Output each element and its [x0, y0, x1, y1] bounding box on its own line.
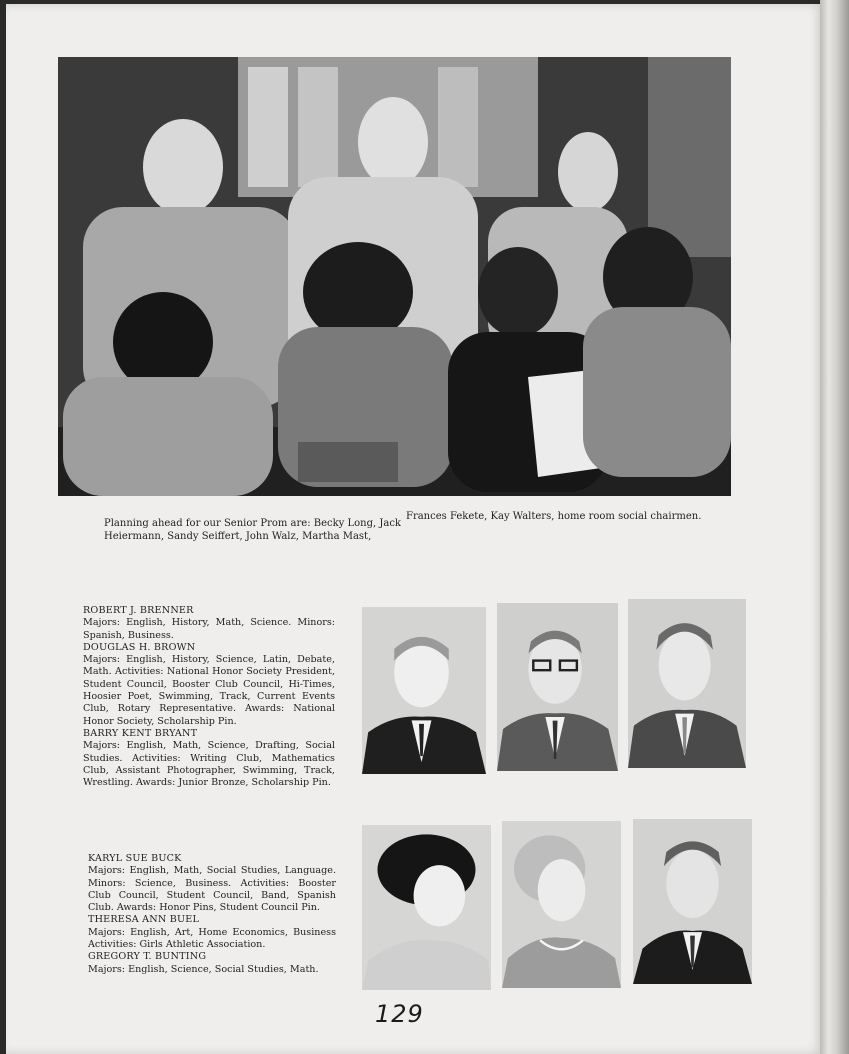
- page-number: 129: [375, 1000, 424, 1028]
- senior-details: Majors: English, Math, Social Studies, Language. Minors: Science, Business. Activities: Booster Club Council, Student Council, Band, Spanish Club. Awards: Honor Pins, Student Council Pin.: [88, 865, 336, 914]
- portrait-photo: [362, 607, 486, 774]
- portrait-photo: [497, 603, 618, 771]
- portrait-photo: [628, 599, 746, 768]
- senior-details: Majors: English, Science, Social Studies, Math.: [88, 963, 319, 975]
- senior-details: Majors: English, History, Science, Latin, Debate, Math. Activities: National Honor Society President, Student Council, Booster Club Council, Hi-Times, Hoosier Poet, Swimming, Track, Current Events Club, Rotary Representative. Awards: National Honor Society, Scholarship Pin.: [83, 654, 335, 727]
- senior-name: GREGORY T. BUNTING: [88, 951, 207, 963]
- senior-bios-top: [83, 605, 335, 789]
- senior-name: BARRY KENT BRYANT: [83, 727, 198, 739]
- senior-bios-bottom: [88, 853, 336, 976]
- senior-name: DOUGLAS H. BROWN: [83, 641, 196, 653]
- portrait-photo: [633, 819, 752, 984]
- senior-details: Majors: English, Math, Science, Drafting, Social Studies. Activities: Writing Club, Mathematics Club, Assistant Photographer, Swimming, Track, Wrestling. Awards: Junior Bronze, Scholarship Pin.: [83, 740, 335, 789]
- senior-name: ROBERT J. BRENNER: [83, 605, 194, 616]
- portrait-photo: [362, 825, 491, 990]
- book-page-edge: [820, 0, 849, 1054]
- senior-details: Majors: English, History, Math, Science. Minors: Spanish, Business.: [83, 617, 335, 641]
- senior-details: Majors: English, Art, Home Economics, Business Activities: Girls Athletic Association.: [88, 926, 336, 951]
- senior-name: KARYL SUE BUCK: [88, 853, 182, 864]
- senior-name: THERESA ANN BUEL: [88, 914, 200, 926]
- portrait-photo: [502, 821, 621, 988]
- group-photo: [58, 57, 731, 496]
- photo-caption-left: Planning ahead for our Senior Prom are: Becky Long, Jack Heiermann, Sandy Seiffert, John Walz, Martha Mast,: [104, 518, 401, 542]
- photo-caption-right: Frances Fekete, Kay Walters, home room social chairmen.: [406, 511, 702, 522]
